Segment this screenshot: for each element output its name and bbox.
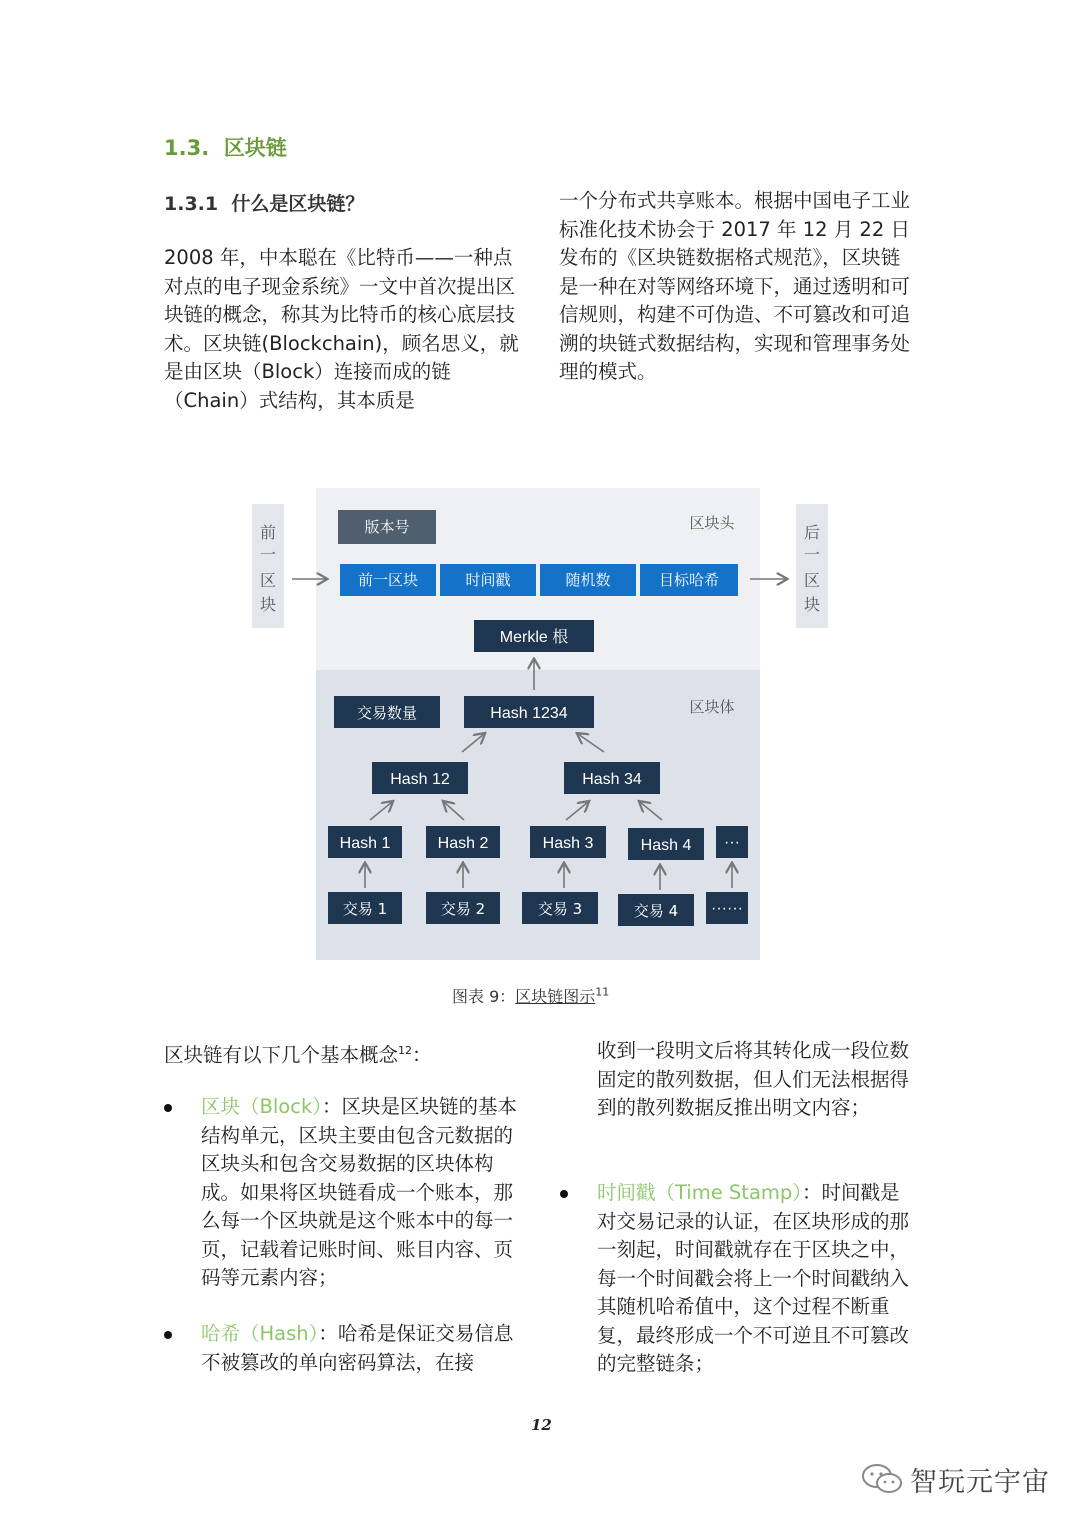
bullet-dot — [164, 1104, 172, 1112]
hash-root-label: Hash 1234 — [490, 705, 568, 722]
term-block: 区块（Block） — [201, 1095, 322, 1118]
hash-leaf-label: ··· — [724, 834, 740, 851]
section-heading: 1.3. 区块链 — [164, 136, 287, 160]
brand-name: 智玩元宇宙 — [910, 1467, 1050, 1498]
next-block-char-3: 区 — [803, 571, 821, 590]
tx-label: 交易 4 — [633, 902, 679, 920]
next-block-char-4: 块 — [803, 595, 821, 614]
tx-label: 交易 1 — [342, 900, 388, 918]
page-number: 12 — [531, 1416, 552, 1434]
hash-leaf-label: Hash 1 — [339, 835, 391, 852]
header-label: 区块头 — [689, 514, 735, 532]
tx-count-label: 交易数量 — [356, 704, 418, 722]
prev-block-char-2: 一 — [259, 545, 277, 564]
tx-label: 交易 2 — [440, 900, 486, 918]
term-hash: 哈希（Hash） — [201, 1322, 319, 1345]
version-label: 版本号 — [364, 518, 410, 536]
tx-label: 交易 3 — [537, 900, 583, 918]
figure-caption: 图表 9：区块链图示$^{11}$ — [452, 985, 610, 1006]
hash-mid-label: Hash 34 — [582, 771, 642, 788]
bullet-timestamp: 时间戳（Time Stamp）：时间戳是对交易记录的认证，在区块形成的那一刻起，时间戳就存在于区块之中，每一个时间戳会将上一个时间戳纳入其随机哈希值中，这个过程不断重复，最终形成一个不可逆且不可篡改的完整链条； — [597, 1181, 910, 1375]
term-timestamp: 时间戳（Time Stamp） — [597, 1181, 803, 1204]
bullet-hash-continued: 收到一段明文后将其转化成一段位数固定的散列数据，但人们无法根据得到的散列数据反推出明文内容； — [597, 1039, 910, 1119]
hash-leaf-label: Hash 4 — [640, 837, 692, 854]
hash-leaf-label: Hash 2 — [437, 835, 489, 852]
intro-paragraph-left: 2008 年，中本聪在《比特币——一种点对点的电子现金系统》一文中首次提出区块链的概念，称其为比特币的核心底层技术。区块链(Blockchain)，顾名思义，就是由区块（Block）连接而成的链（Chain）式结构，其本质是 — [164, 246, 519, 412]
prev-block-char-4: 块 — [259, 595, 277, 614]
prev-block-char-3: 区 — [259, 571, 277, 590]
prev-block-char-1: 前 — [259, 523, 277, 542]
hash-mid-label: Hash 12 — [390, 771, 450, 788]
subsection-heading: 1.3.1 什么是区块链？ — [164, 193, 365, 215]
tx-label: ······ — [711, 900, 743, 917]
header-field-label: 前一区块 — [357, 571, 419, 589]
figure-caption-link[interactable]: 区块链图示 — [515, 987, 596, 1006]
header-field-label: 时间戳 — [465, 571, 511, 589]
bullet-dot — [560, 1190, 568, 1198]
next-block-char-2: 一 — [803, 545, 821, 564]
concepts-intro: 区块链有以下几个基本概念$^{12}$： — [164, 1043, 432, 1067]
bullet-hash: 哈希（Hash）：哈希是保证交易信息不被篡改的单向密码算法，在接 — [201, 1322, 514, 1374]
header-field-label: 目标哈希 — [658, 571, 720, 589]
intro-paragraph-right: 一个分布式共享账本。根据中国电子工业标准化技术协会于 2017 年 12 月 22 日发布的《区块链数据格式规范》，区块链是一种在对等网络环境下，通过透明和可信规则，构建不可伪造、不可篡改和可追溯的块链式数据结构，实现和管理事务处理的模式。 — [559, 189, 911, 383]
blockchain-diagram — [250, 488, 830, 960]
hash-leaf-label: Hash 3 — [542, 835, 594, 852]
merkle-root-label: Merkle 根 — [499, 629, 569, 646]
bullet-block: 区块（Block）：区块是区块链的基本结构单元，区块主要由包含元数据的区块头和包含交易数据的区块体构成。如果将区块链看成一个账本，那么每一个区块就是这个账本中的每一页，记载着记账时间、账目内容、页码等元素内容； — [201, 1095, 518, 1289]
wechat-icon — [860, 1462, 904, 1496]
header-field-label: 随机数 — [565, 571, 611, 589]
next-block-char-1: 后 — [803, 523, 821, 542]
body-label: 区块体 — [689, 698, 735, 716]
bullet-dot — [164, 1331, 172, 1339]
